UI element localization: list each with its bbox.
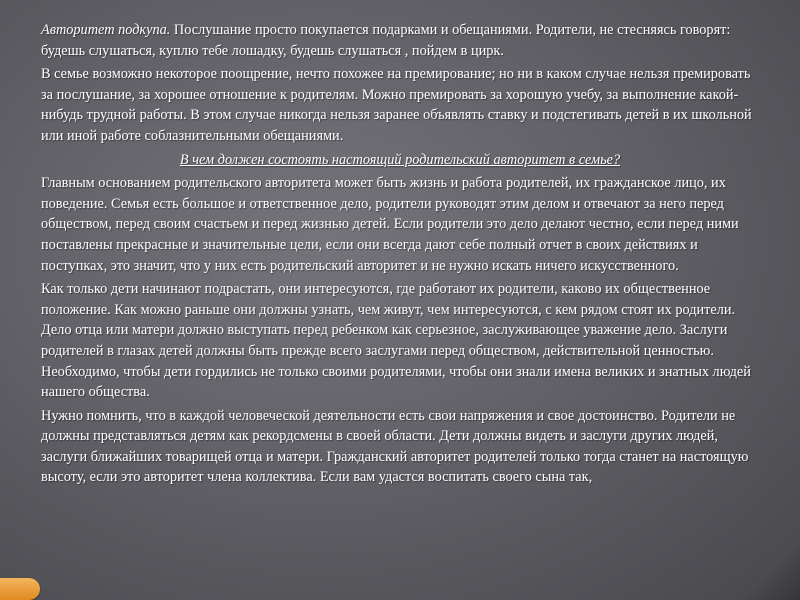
paragraph-bribery-authority: [41, 20, 759, 61]
paragraph-children-growing: Как только дети начинают подрастать, они интересуются, где работают их родители, каково их общественное положение. Как можно раньше они должны узнать, чем живут, чем интересуются, с кем рядом стоят их родители. Дело отца или матери должно выступать перед ребенком как серьезное, заслуживающее уважение дело. Заслуги родителей в глазах детей должны быть прежде всего заслугами перед обществом, действительной ценностью. Необходимо, чтобы дети гордились не только своими родителями, чтобы они знали имена великих и знатных людей нашего общества.: [41, 281, 751, 401]
section-heading: В чем должен состоять настоящий родительский авторитет в семье?: [179, 151, 621, 168]
paragraph-text: Послушание просто покупается подарками и обещаниями. Родители, не стесняясь говорят: будешь слушаться, куплю тебе лошадку, будешь слушаться , пойдем в цирк.: [41, 22, 731, 59]
paragraph-parent-authority-basis: Главным основанием родительского авторитета может быть жизнь и работа родителей, их гражданское лицо, их поведение. Семья есть большое и ответственное дело, родители руководят этим делом и отвечают за него перед обществом, перед своим счастьем и перед жизнью детей. Если родители это дело делают честно, если перед ними поставлены прекрасные и значительные цели, если они всегда дают себе полный отчет в своих действиях и поступках, это значит, что у них есть родительский авторитет и не нужно искать ничего искусственного.: [41, 175, 739, 274]
paragraph-lead-term: Авторитет подкупа.: [41, 22, 171, 38]
paragraph-rewards: В семье возможно некоторое поощрение, нечто похожее на премирование; но ни в каком случае нельзя премировать за послушание, за хорошее отношение к родителям. Можно премировать за хорошую учебу, за выполнение какой-нибудь трудной работы. В этом случае никогда нельзя заранее объявлять ставку и подстегивать детей в их школьной или иной работе соблазнительными обещаниями.: [41, 66, 752, 144]
slide-text-block: [41, 20, 759, 491]
paragraph-civic-authority: Нужно помнить, что в каждой человеческой деятельности есть свои напряжения и свое достоинство. Родители не должны представляться детям как рекордсмены в своей области. Дети должны видеть и заслуги других людей, заслуги ближайших товарищей отца и матери. Гражданский авторитет родителей только тогда станет на настоящую высоту, если это авторитет члена коллектива. Если вам удастся воспитать своего сына так,: [41, 407, 749, 486]
arrow-bar-icon[interactable]: [0, 578, 40, 600]
decorative-corner: [740, 540, 800, 600]
